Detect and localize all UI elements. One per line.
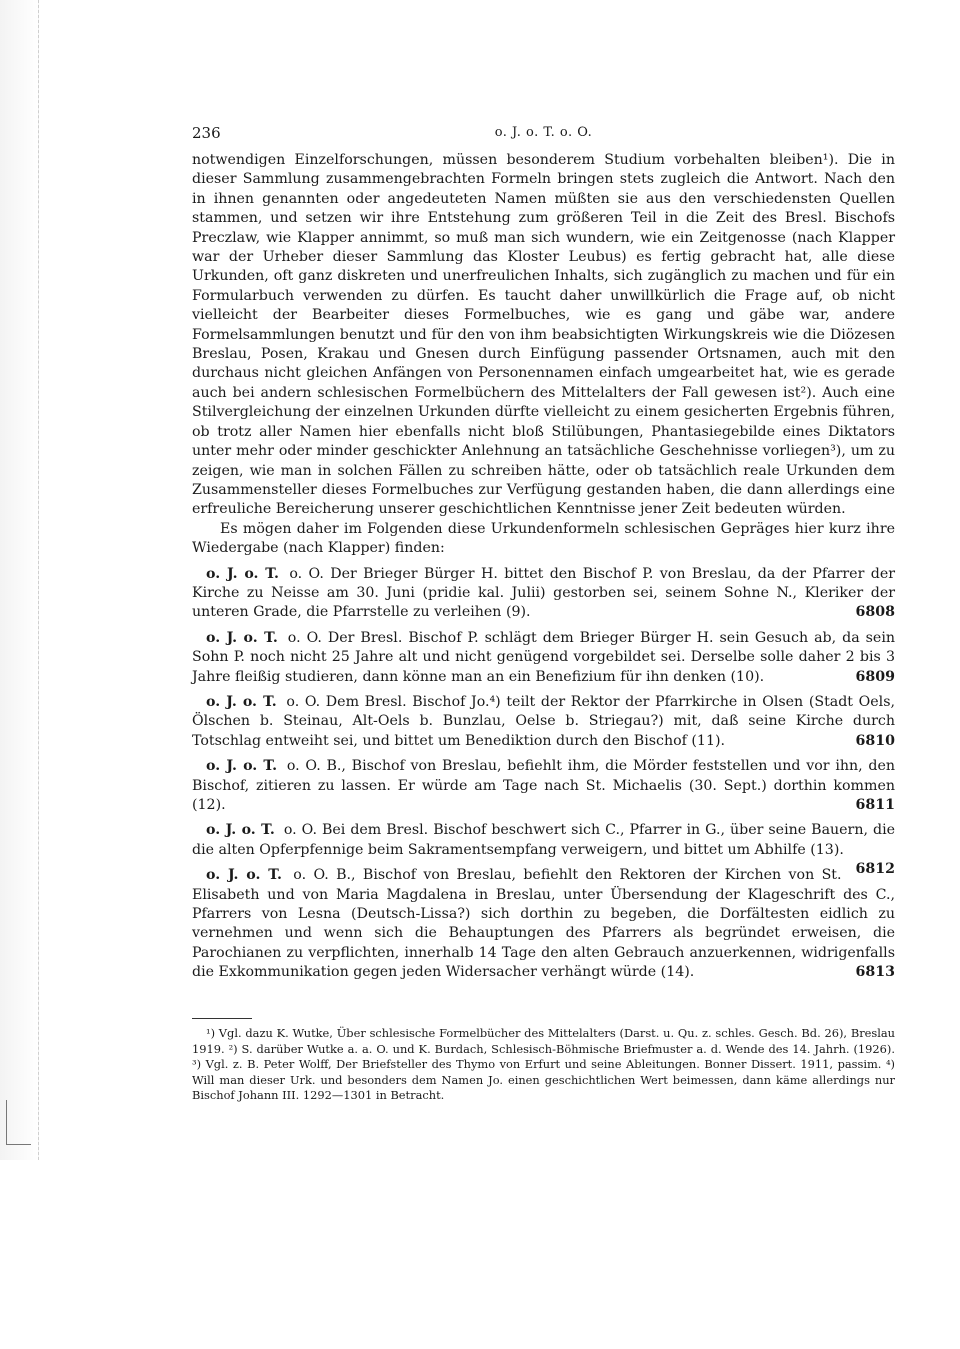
entry-marker: o. J. o. T.	[206, 867, 282, 884]
entry-number: 6811	[855, 797, 895, 813]
scanned-page-edge	[0, 0, 39, 1160]
footnotes	[192, 1026, 895, 1104]
entry-marker: o. J. o. T.	[206, 629, 278, 646]
regest-entry-6813	[192, 866, 895, 982]
entry-number: 6812	[855, 861, 895, 878]
entry-text: o. O. B., Bischof von Breslau, befiehlt den Rektoren der Kirchen von St. Elisabeth und von Maria Magdalena in Breslau, unter Übersendung der Klageschrift des C., Pfarrers von Lesna (Deutsch-Lissa?) sich dorthin zu begeben, die Dorfältesten eidlich zu vernehmen und wenn sich die Behauptungen des Pfarrers als begründet erweisen, die Parochianen zu verpflichten, innerhalb 14 Tage den alten Gebrauch anzuerkennen, widrigenfalls die Exkommunikation gegen jeden Widersacher verhängt würde (14).	[192, 867, 895, 981]
entry-text: o. O. Dem Bresl. Bischof Jo.⁴) teilt der Rektor der Pfarrkirche in Olsen (Stadt Oels, Ölschen b. Steinau, Alt-Oels b. Bunzlau, Oelse b. Striegau?) mit, daß seine Kirche durch Totschlag entweiht sei, und bittet um Benediktion durch den Bischof (11).	[192, 693, 896, 749]
main-text	[192, 151, 895, 983]
running-head: o. J. o. T. o. O.	[494, 125, 593, 140]
entry-text: o. O. B., Bischof von Breslau, befiehlt ihm, die Mörder feststellen und vor ihn, den Bischof, zitieren zu lassen. Er würde am Tage nach St. Michaelis (30. Sept.) dorthin kommen (12).	[192, 758, 896, 813]
entry-text: o. O. Der Bresl. Bischof P. schlägt dem Brieger Bürger H. sein Gesuch ab, da sein Sohn P. noch nicht 25 Jahre alt und nicht genügend vorgebildet sei. Derselbe solle daher 2 bis 3 Jahre fleißig studieren, dann könne man an ein Benefizium für ihn denken (10).	[192, 629, 896, 685]
page-number: 236	[192, 124, 221, 142]
entry-marker: o. J. o. T.	[206, 822, 275, 839]
footnote-text: ¹) Vgl. dazu K. Wutke, Über schlesische Formelbücher des Mittelalters (Darst. u. Qu. z. schles. Gesch. Bd. 26), Breslau 1919. ²) S. darüber Wutke a. a. O. und K. Burdach, Schlesisch-Böhmische Briefmuster a. d. Wende des 14. Jahrh. (1926). ³) Vgl. z. B. Peter Wolff, Der Briefsteller des Thymo von Erfurt und seine Ableitungen. Bonner Dissert. 1911, passim. ⁴) Will man dieser Urk. und besonders dem Namen Jo. einen geschichtlichen Wert beimessen, dann käme allerdings nur Bischof Johann III. 1292—1301 in Betracht.	[192, 1026, 895, 1102]
entry-marker: o. J. o. T.	[206, 565, 279, 582]
body-paragraph-1: notwendigen Einzelforschungen, müssen besonderem Studium vorbehalten bleiben¹). Die in dieser Sammlung zusammengebrachten Formeln bringen stets zugleich die Antwort. Nach den in ihnen genannten oder angedeuteten Namen müßten sie aus den verschiedensten Quellen stammen, und setzen wir ihre Entstehung zum größeren Teil in die Zeit des Bresl. Bischofs Preczlaw, wie Klapper annimmt, so muß man sich wundern, wie ein Zeitgenosse (nach Klapper war der Urheber dieser Sammlung das Kloster Leubus) es fertig gebracht hat, alle diese Urkunden, oft ganz diskreten und unerfreulichen Inhalts, sich zugänglich zu machen und für ein Formularbuch verwenden zu dürfen. Es taucht daher unwillkürlich die Frage auf, ob nicht vielleicht der Bearbeiter dieses Formelbuches, wie es gang und gäbe war, andere Formelsammlungen benutzt und für den von ihm beabsichtigten Wirkungskreis wie die Diözesen Breslau, Posen, Krakau und Gnesen durch Einfügung passender Ortsnamen, auch mit den durchaus nicht gleichen Anfängen von Personennamen einfach umgearbeitet hat, wie es gerade auch bei andern schlesischen Formelbüchern des Mittelalters der Fall gewesen ist²). Auch eine Stilvergleichung der einzelnen Urkunden dürfte vielleicht zu einem gesicherten Ergebnis führen, ob trotz aller Namen hier ebenfalls nicht bloß Stilübungen, Phantasiegebilde eines Diktators unter mehr oder minder geschickter Anlehnung an tatsächliche Geschehnisse vorliegen³), um zu zeigen, wie man in solchen Fällen zu schreiben hätte, oder ob tatsächlich reale Urkunden dem Zusammensteller dieses Formelbuches zur Verfügung gestanden haben, die dann allerdings eine erfreuliche Bereicherung unserer geschichtlichen Kenntnisse jener Zeit bedeuten würden.	[192, 152, 895, 518]
entry-number: 6809	[855, 668, 895, 685]
entry-number: 6810	[855, 732, 895, 749]
regest-entry-6810	[192, 693, 895, 751]
regest-entry-6812	[192, 821, 896, 878]
entry-text: o. O. Bei dem Bresl. Bischof beschwert sich C., Pfarrer in G., über seine Bauern, die die alten Opferpfennige beim Sakramentsempfang verweigern, und bittet um Abhilfe (13).	[192, 822, 896, 858]
entry-number: 6813	[855, 964, 895, 981]
entry-marker: o. J. o. T.	[206, 758, 278, 775]
regest-entry-6809	[192, 629, 895, 687]
entry-text: o. O. Der Brieger Bürger H. bittet den Bischof P. von Breslau, da der Pfarrer der Kirche zu Neisse am 30. Juni (pridie kal. Julii) gestorben sei, seinem Sohne N., Kleriker der unteren Grade, die Pfarrstelle zu verleihen (9).	[192, 565, 895, 621]
scan-corner-mark	[6, 1100, 31, 1145]
entry-marker: o. J. o. T.	[206, 693, 277, 710]
regest-entry-6808	[192, 565, 895, 623]
page-header	[192, 124, 895, 146]
entry-number: 6808	[855, 604, 895, 621]
regest-entry-6811	[192, 757, 895, 815]
footnote-separator	[192, 1018, 252, 1019]
body-paragraph-2: Es mögen daher im Folgenden diese Urkundenformeln schlesischen Gepräges hier kurz ihre Wiedergabe (nach Klapper) finden:	[192, 520, 895, 557]
